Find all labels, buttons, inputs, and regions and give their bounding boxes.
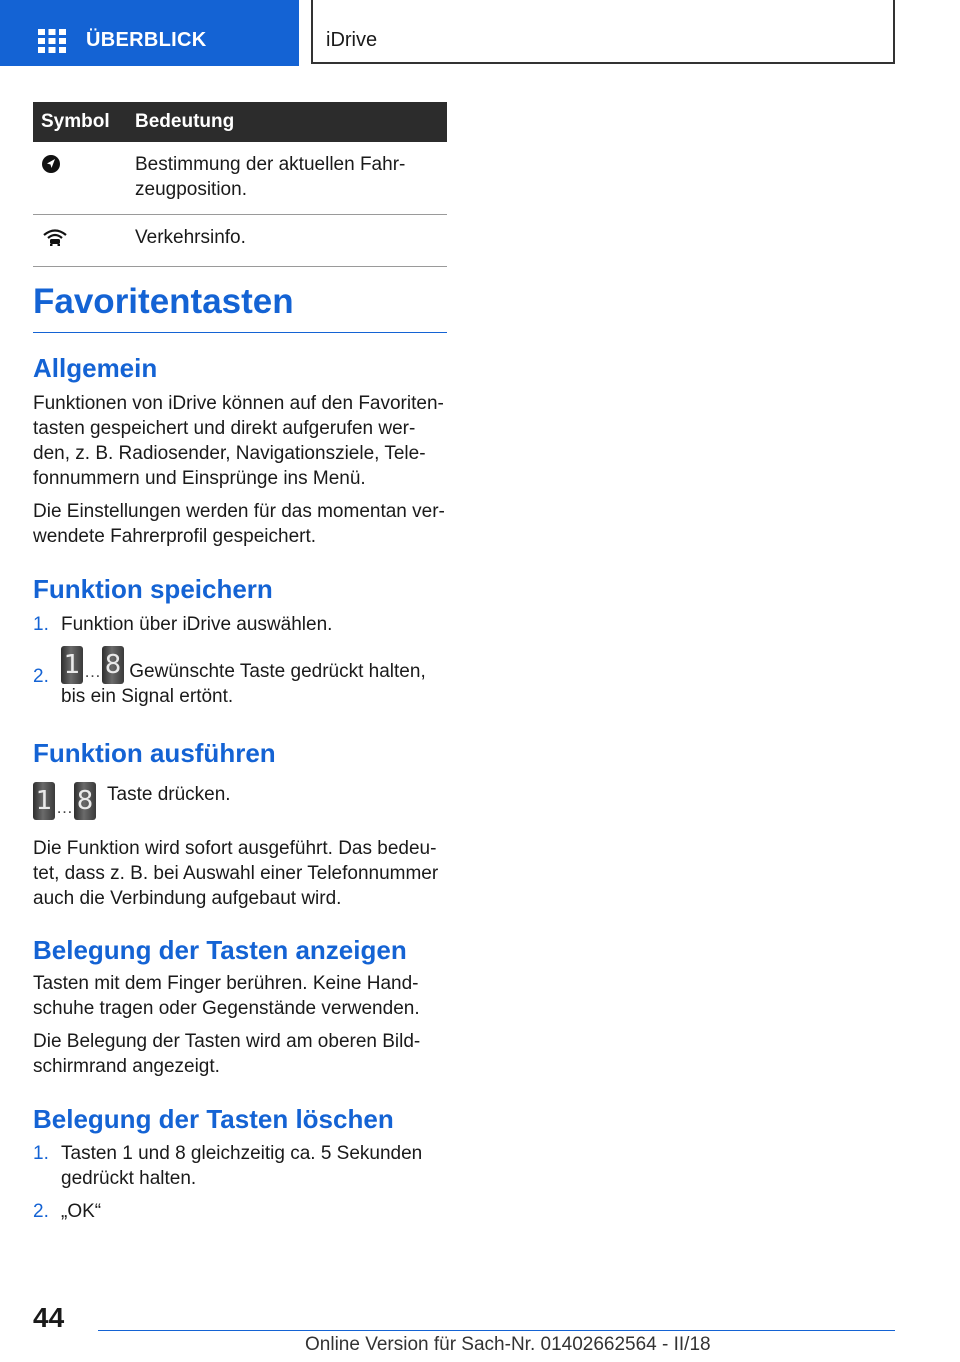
list-text-with-keys	[61, 646, 449, 709]
favorite-key-1-icon: 1	[61, 646, 83, 684]
symbol-cell	[33, 215, 127, 267]
list-number: 2.	[33, 666, 49, 687]
traffic-info-icon	[41, 227, 69, 247]
paragraph: Die Einstellungen werden für das momentan ver-wendete Fahrerprofil gespeichert.	[33, 501, 445, 547]
list-text: Funktion über iDrive auswählen.	[61, 614, 333, 635]
key-group	[33, 782, 96, 820]
ellipsis: …	[56, 798, 73, 817]
list-text: Tasten 1 und 8 gleichzeitig ca. 5 Sekunden gedrückt halten.	[61, 1143, 423, 1189]
navigation-arrow-icon	[41, 154, 61, 174]
list-number: 1.	[33, 614, 49, 635]
heading-belegung-anzeigen: Belegung der Tasten anzeigen	[33, 935, 407, 965]
ellipsis: …	[84, 662, 101, 681]
heading-funktion-ausfuehren: Funktion ausführen	[33, 738, 276, 768]
heading-belegung-loeschen: Belegung der Tasten löschen	[33, 1104, 394, 1134]
favorite-key-8-icon: 8	[102, 646, 124, 684]
page-number: 44	[33, 1302, 65, 1333]
list-text: „OK“	[61, 1201, 102, 1222]
table-header-row	[33, 102, 447, 142]
grid-icon	[38, 29, 66, 53]
meaning-text: Bestimmung der aktuellen Fahr-zeugposition.	[135, 154, 406, 200]
meaning-cell	[127, 142, 447, 215]
paragraph: Tasten mit dem Finger berühren. Keine Hand-schuhe tragen oder Gegenstände verwenden.	[33, 973, 420, 1019]
symbol-cell	[33, 142, 127, 215]
column-header-meaning: Bedeutung	[127, 102, 447, 142]
chapter-title: iDrive	[326, 29, 378, 51]
list-number: 1.	[33, 1143, 49, 1164]
table-row	[33, 215, 447, 267]
meaning-cell	[127, 215, 447, 267]
heading-funktion-speichern: Funktion speichern	[33, 574, 273, 604]
heading-allgemein: Allgemein	[33, 353, 158, 383]
paragraph: Funktionen von iDrive können auf den Favoriten-tasten gespeichert und direkt aufgerufen wer-den, z. B. Radiosender, Navigationsziele, Tele-fonnummern und Einsprünge ins Menü.	[33, 393, 444, 489]
instruction-text: Taste drücken.	[107, 784, 231, 805]
header-section-tab	[0, 0, 299, 66]
symbol-table	[33, 102, 447, 267]
column-header-symbol: Symbol	[33, 102, 127, 142]
list-number: 2.	[33, 1201, 49, 1222]
footer-divider	[98, 1330, 895, 1331]
list-item	[33, 612, 449, 642]
section-title: Favoritentasten	[33, 282, 447, 333]
list-item	[33, 1199, 449, 1229]
paragraph: Die Funktion wird sofort ausgeführt. Das bedeu-tet, dass z. B. bei Auswahl einer Telefonnummer auch die Verbindung aufgebaut wird.	[33, 838, 439, 909]
list-item	[33, 646, 449, 716]
favorite-key-8-icon: 8	[74, 782, 96, 820]
symbol-table-container	[33, 102, 447, 267]
footer-text: Online Version für Sach-Nr. 01402662564 - II/18	[305, 1334, 711, 1355]
meaning-text: Verkehrsinfo.	[135, 227, 246, 248]
paragraph: Die Belegung der Tasten wird am oberen Bild-schirmrand angezeigt.	[33, 1031, 421, 1077]
chapter-header	[311, 0, 895, 64]
favorite-key-1-icon: 1	[33, 782, 55, 820]
section-label: ÜBERBLICK	[86, 29, 207, 51]
key-instruction	[33, 782, 449, 826]
step-text: Gewünschte Taste gedrückt halten, bis ein Signal ertönt.	[61, 661, 426, 707]
table-row	[33, 142, 447, 215]
list-item	[33, 1141, 449, 1195]
